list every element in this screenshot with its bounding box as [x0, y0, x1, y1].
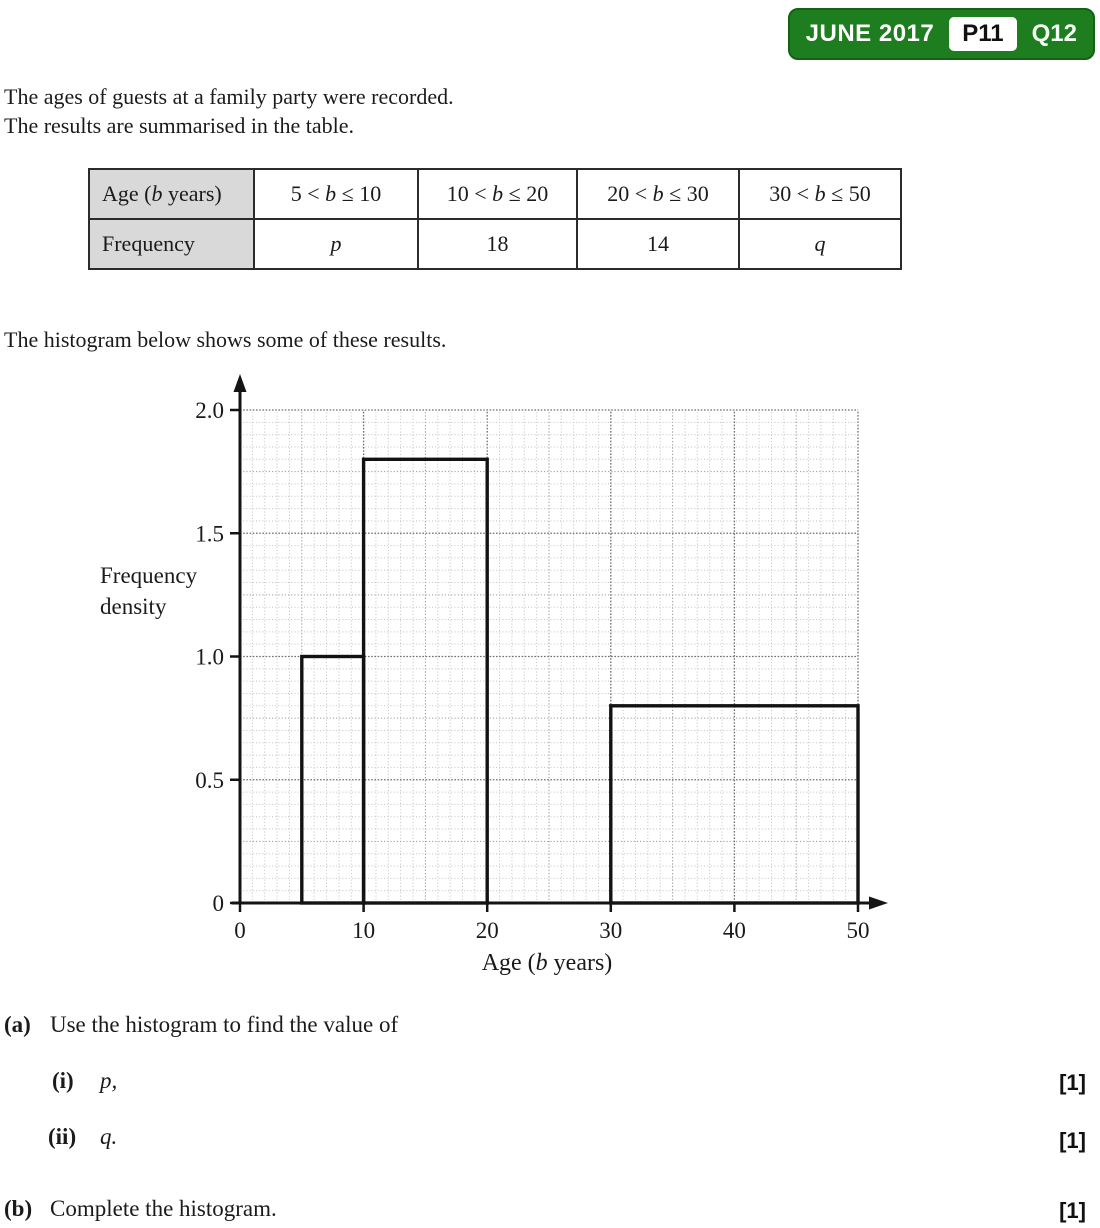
x-axis-label: Age (b years)	[481, 950, 613, 976]
intro-line-1: The ages of guests at a family party were recorded.	[4, 84, 454, 109]
svg-text:1.5: 1.5	[195, 521, 224, 547]
exam-session-label: JUNE 2017	[805, 20, 935, 47]
svg-text:0: 0	[234, 918, 246, 943]
question-a-i-text: p,	[100, 1068, 118, 1093]
intro-line-2: The results are summarised in the table.	[4, 113, 355, 138]
question-a	[4, 1012, 398, 1038]
question-b-label: (b)	[4, 1196, 33, 1221]
svg-text:2.0: 2.0	[195, 398, 224, 423]
svg-text:1.0: 1.0	[195, 644, 224, 670]
table-cell-frequency-3: q	[739, 219, 901, 269]
marks-b: [1]	[1059, 1198, 1086, 1223]
table-row-frequency	[89, 219, 901, 269]
question-b	[4, 1196, 277, 1222]
marks-a-ii: [1]	[1059, 1128, 1086, 1153]
histogram-figure	[0, 370, 940, 995]
question-a-text: Use the histogram to find the value of	[50, 1012, 399, 1037]
table-cell-age-range-0: 5 < b ≤ 10	[254, 169, 418, 219]
svg-text:40: 40	[722, 918, 746, 943]
frequency-table	[88, 168, 902, 270]
paper-number-box: P11	[949, 17, 1016, 51]
table-cell-age-range-3: 30 < b ≤ 50	[739, 169, 901, 219]
marks-a-i: [1]	[1059, 1070, 1086, 1095]
question-a-label: (a)	[4, 1012, 31, 1037]
question-b-text: Complete the histogram.	[50, 1196, 277, 1221]
table-cell-frequency-1: 18	[418, 219, 577, 269]
table-cell-age-range-2: 20 < b ≤ 30	[577, 169, 739, 219]
intro-paragraph	[4, 82, 454, 140]
y-axis-label: Frequency density	[100, 563, 198, 619]
svg-text:30: 30	[599, 918, 623, 943]
svg-text:0: 0	[212, 891, 224, 916]
table-cell-frequency-0: p	[254, 219, 418, 269]
question-reference-badge	[788, 8, 1095, 60]
table-cell-frequency-2: 14	[577, 219, 739, 269]
question-a-ii-text: q.	[100, 1124, 118, 1149]
question-a-ii	[48, 1124, 117, 1150]
question-a-i-label: (i)	[52, 1068, 74, 1093]
question-a-ii-label: (ii)	[48, 1124, 77, 1149]
table-cell-age-range-1: 10 < b ≤ 20	[418, 169, 577, 219]
svg-text:0.5: 0.5	[195, 767, 224, 793]
question-a-i	[52, 1068, 117, 1094]
svg-text:10: 10	[352, 918, 376, 943]
table-row-age	[89, 169, 901, 219]
question-number-label: Q12	[1031, 20, 1077, 47]
histogram-caption: The histogram below shows some of these results.	[4, 327, 447, 352]
histogram-plot	[0, 370, 940, 995]
table-header-frequency: Frequency	[89, 219, 254, 269]
svg-text:50: 50	[846, 918, 870, 943]
svg-text:20: 20	[475, 918, 499, 943]
table-header-age: Age (b years)	[89, 169, 254, 219]
